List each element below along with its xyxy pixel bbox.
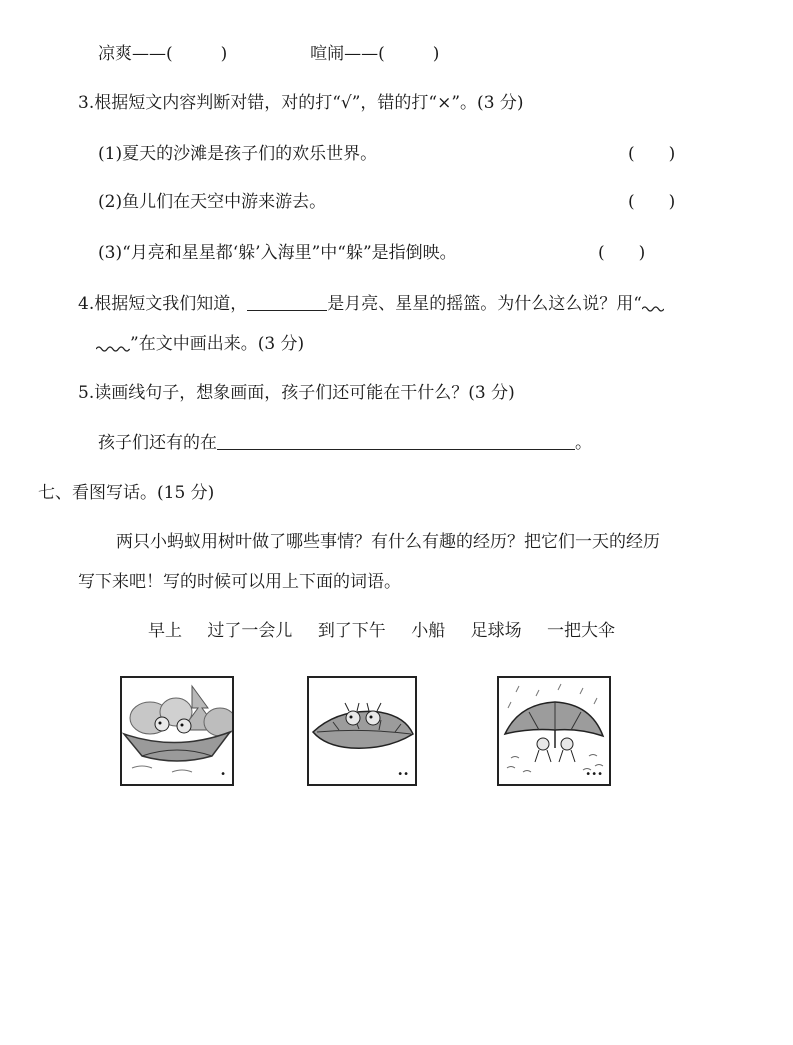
section-7-prompt-line1: 两只小蚂蚁用树叶做了哪些事情？有什么有趣的经历？把它们一天的经历 — [116, 532, 660, 552]
ants-leaf-umbrella-picture: ••• — [497, 676, 611, 786]
synonym-item-1: 凉爽——( — [98, 44, 173, 64]
word-bank-item: 早上 — [148, 621, 182, 641]
section-7-title: 七、看图写话。(15 分) — [38, 483, 215, 503]
section-7-prompt-line2: 写下来吧！写的时候可以用上下面的词语。 — [78, 572, 401, 592]
ants-leaf-boat-picture: • — [120, 676, 234, 786]
q3-item-1: (1)夏天的沙滩是孩子们的欢乐世界。 — [98, 144, 378, 164]
question-3-title: 3.根据短文内容判断对错，对的打“√”，错的打“×”。(3 分) — [78, 93, 524, 113]
word-bank-item: 过了一会儿 — [207, 621, 293, 641]
q3-item-3-answer[interactable]: ( ) — [598, 243, 646, 263]
ants-leaf-football-picture: •• — [307, 676, 417, 786]
question-4: 4.根据短文我们知道， 是月亮、星星的摇篮。为什么这么说？用“ — [78, 292, 664, 316]
word-bank-item: 一把大伞 — [547, 621, 616, 641]
q3-item-3: (3)“月亮和星星都‘躲’入海里”中“躲”是指倒映。 — [98, 243, 457, 263]
q3-item-2-answer[interactable]: ( ) — [628, 192, 676, 212]
wavy-line-icon — [642, 303, 664, 313]
question-4-line2: ”在文中画出来。(3 分) — [96, 332, 304, 356]
q3-item-2: (2)鱼儿们在天空中游来游去。 — [98, 192, 327, 212]
word-bank — [148, 619, 615, 643]
q5-answer-blank[interactable] — [217, 431, 575, 450]
synonym-item-2: 喧闹——( — [310, 44, 385, 64]
synonym-row: 凉爽——( ) 喧闹——( ) — [98, 44, 440, 64]
q4-answer-blank[interactable] — [247, 292, 327, 311]
word-bank-item: 到了下午 — [317, 621, 386, 641]
wavy-line-icon — [96, 343, 130, 353]
q3-item-1-answer[interactable]: ( ) — [628, 144, 676, 164]
word-bank-item: 足球场 — [470, 621, 522, 641]
question-5: 5.读画线句子，想象画面，孩子们还可能在干什么？(3 分) — [78, 383, 515, 403]
word-bank-item: 小船 — [411, 621, 446, 641]
q5-answer-row: 孩子们还有的在 。 — [98, 433, 592, 453]
